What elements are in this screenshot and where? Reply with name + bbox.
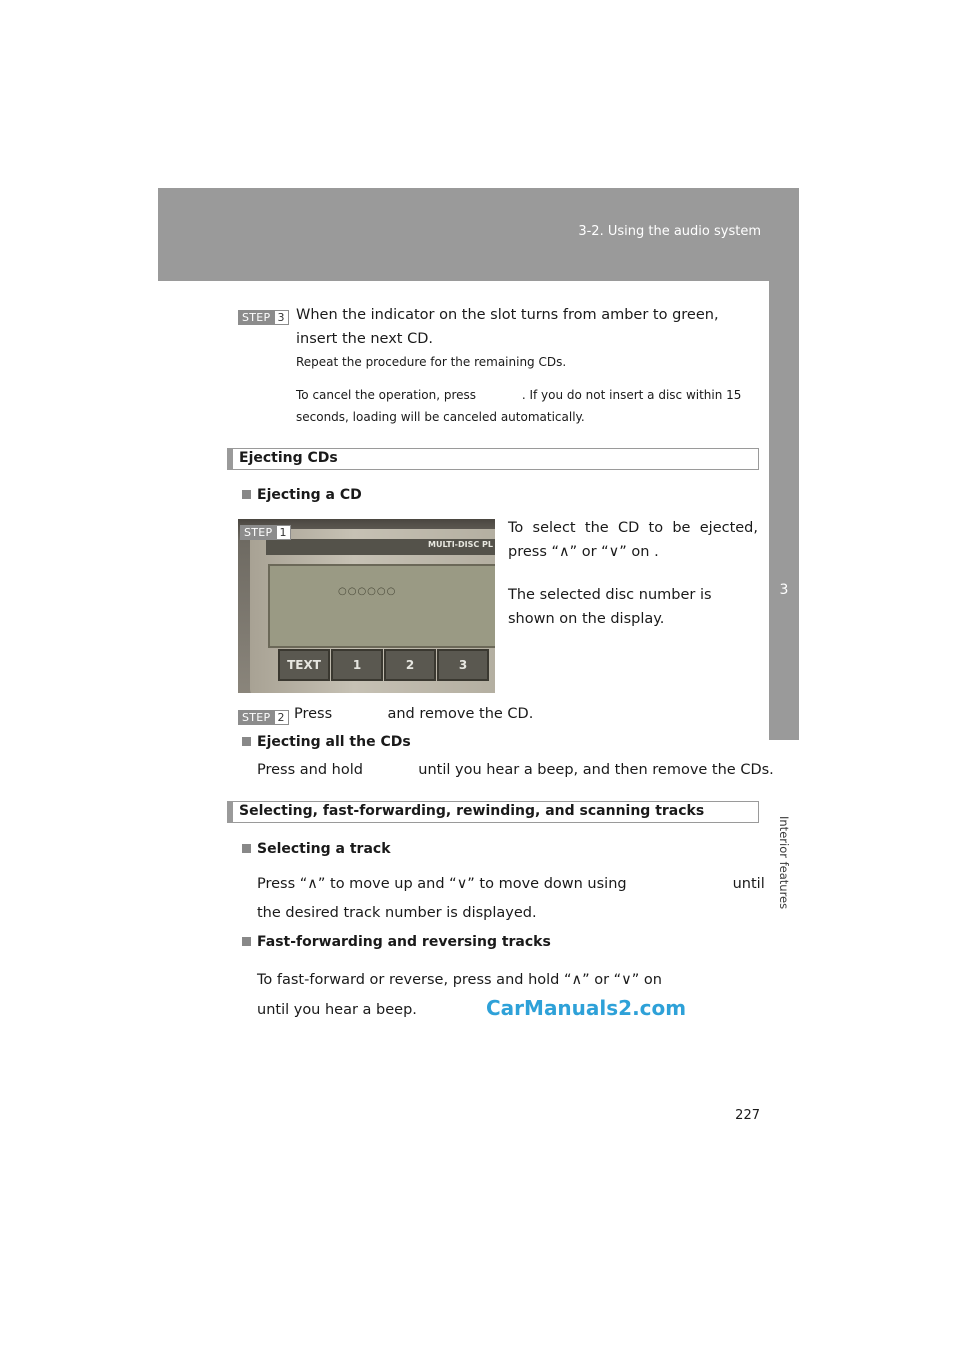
step3-badge: STEP 3 xyxy=(238,306,289,325)
square-bullet-icon xyxy=(242,490,251,499)
page-number: 227 xyxy=(735,1108,760,1123)
audio-unit-photo xyxy=(238,519,495,693)
unit-preset-1-button: 1 xyxy=(331,649,383,681)
step2-badge: STEP 2 xyxy=(238,706,289,725)
subheading-ejecting-a-cd: Ejecting a CD xyxy=(242,487,362,503)
chapter-label: Interior features xyxy=(777,816,791,910)
square-bullet-icon xyxy=(242,937,251,946)
square-bullet-icon xyxy=(242,737,251,746)
select-track-line1: Press “∧” to move up and “∨” to move down using until xyxy=(257,876,765,892)
section-heading-ejecting: Ejecting CDs xyxy=(227,448,759,470)
subheading-ejecting-all: Ejecting all the CDs xyxy=(242,734,411,750)
step2-text: Press and remove the CD. xyxy=(294,706,534,722)
unit-preset-3-button: 3 xyxy=(437,649,489,681)
unit-brand-label: MULTI-DISC PL xyxy=(428,540,493,549)
fast-forward-line2: until you hear a beep. xyxy=(257,1002,417,1018)
step3-text: When the indicator on the slot turns from amber to green, insert the next CD. xyxy=(296,307,719,347)
step1-badge: STEP 1 xyxy=(240,521,291,540)
header-band xyxy=(158,188,799,281)
chapter-number: 3 xyxy=(779,582,789,598)
step1-text: To select the CD to be ejected, press “∧” or “∨” on . xyxy=(508,520,758,560)
chapter-tab xyxy=(769,188,799,910)
step3-note-cancel: To cancel the operation, press . If you do not insert a disc within 15 seconds, loading will be canceled automatically. xyxy=(296,388,746,424)
eject-all-text: Press and hold until you hear a beep, and then remove the CDs. xyxy=(257,762,774,778)
unit-preset-2-button: 2 xyxy=(384,649,436,681)
square-bullet-icon xyxy=(242,844,251,853)
subheading-fast-forward: Fast-forwarding and reversing tracks xyxy=(242,934,551,950)
subheading-selecting-track: Selecting a track xyxy=(242,841,391,857)
step1-note: The selected disc number is shown on the display. xyxy=(508,587,712,627)
disc-indicators: ○○○○○○ xyxy=(338,586,397,597)
section-heading-tracks: Selecting, fast-forwarding, rewinding, and scanning tracks xyxy=(227,801,759,823)
watermark-carmanuals2[interactable]: CarManuals2.com xyxy=(486,996,687,1020)
select-track-line2: the desired track number is displayed. xyxy=(257,905,537,921)
step3-note-repeat: Repeat the procedure for the remaining CDs. xyxy=(296,355,567,369)
unit-display xyxy=(268,564,495,648)
section-title: 3-2. Using the audio system xyxy=(578,224,761,239)
unit-text-button: TEXT xyxy=(278,649,330,681)
fast-forward-line1: To fast-forward or reverse, press and hold “∧” or “∨” on xyxy=(257,972,662,988)
